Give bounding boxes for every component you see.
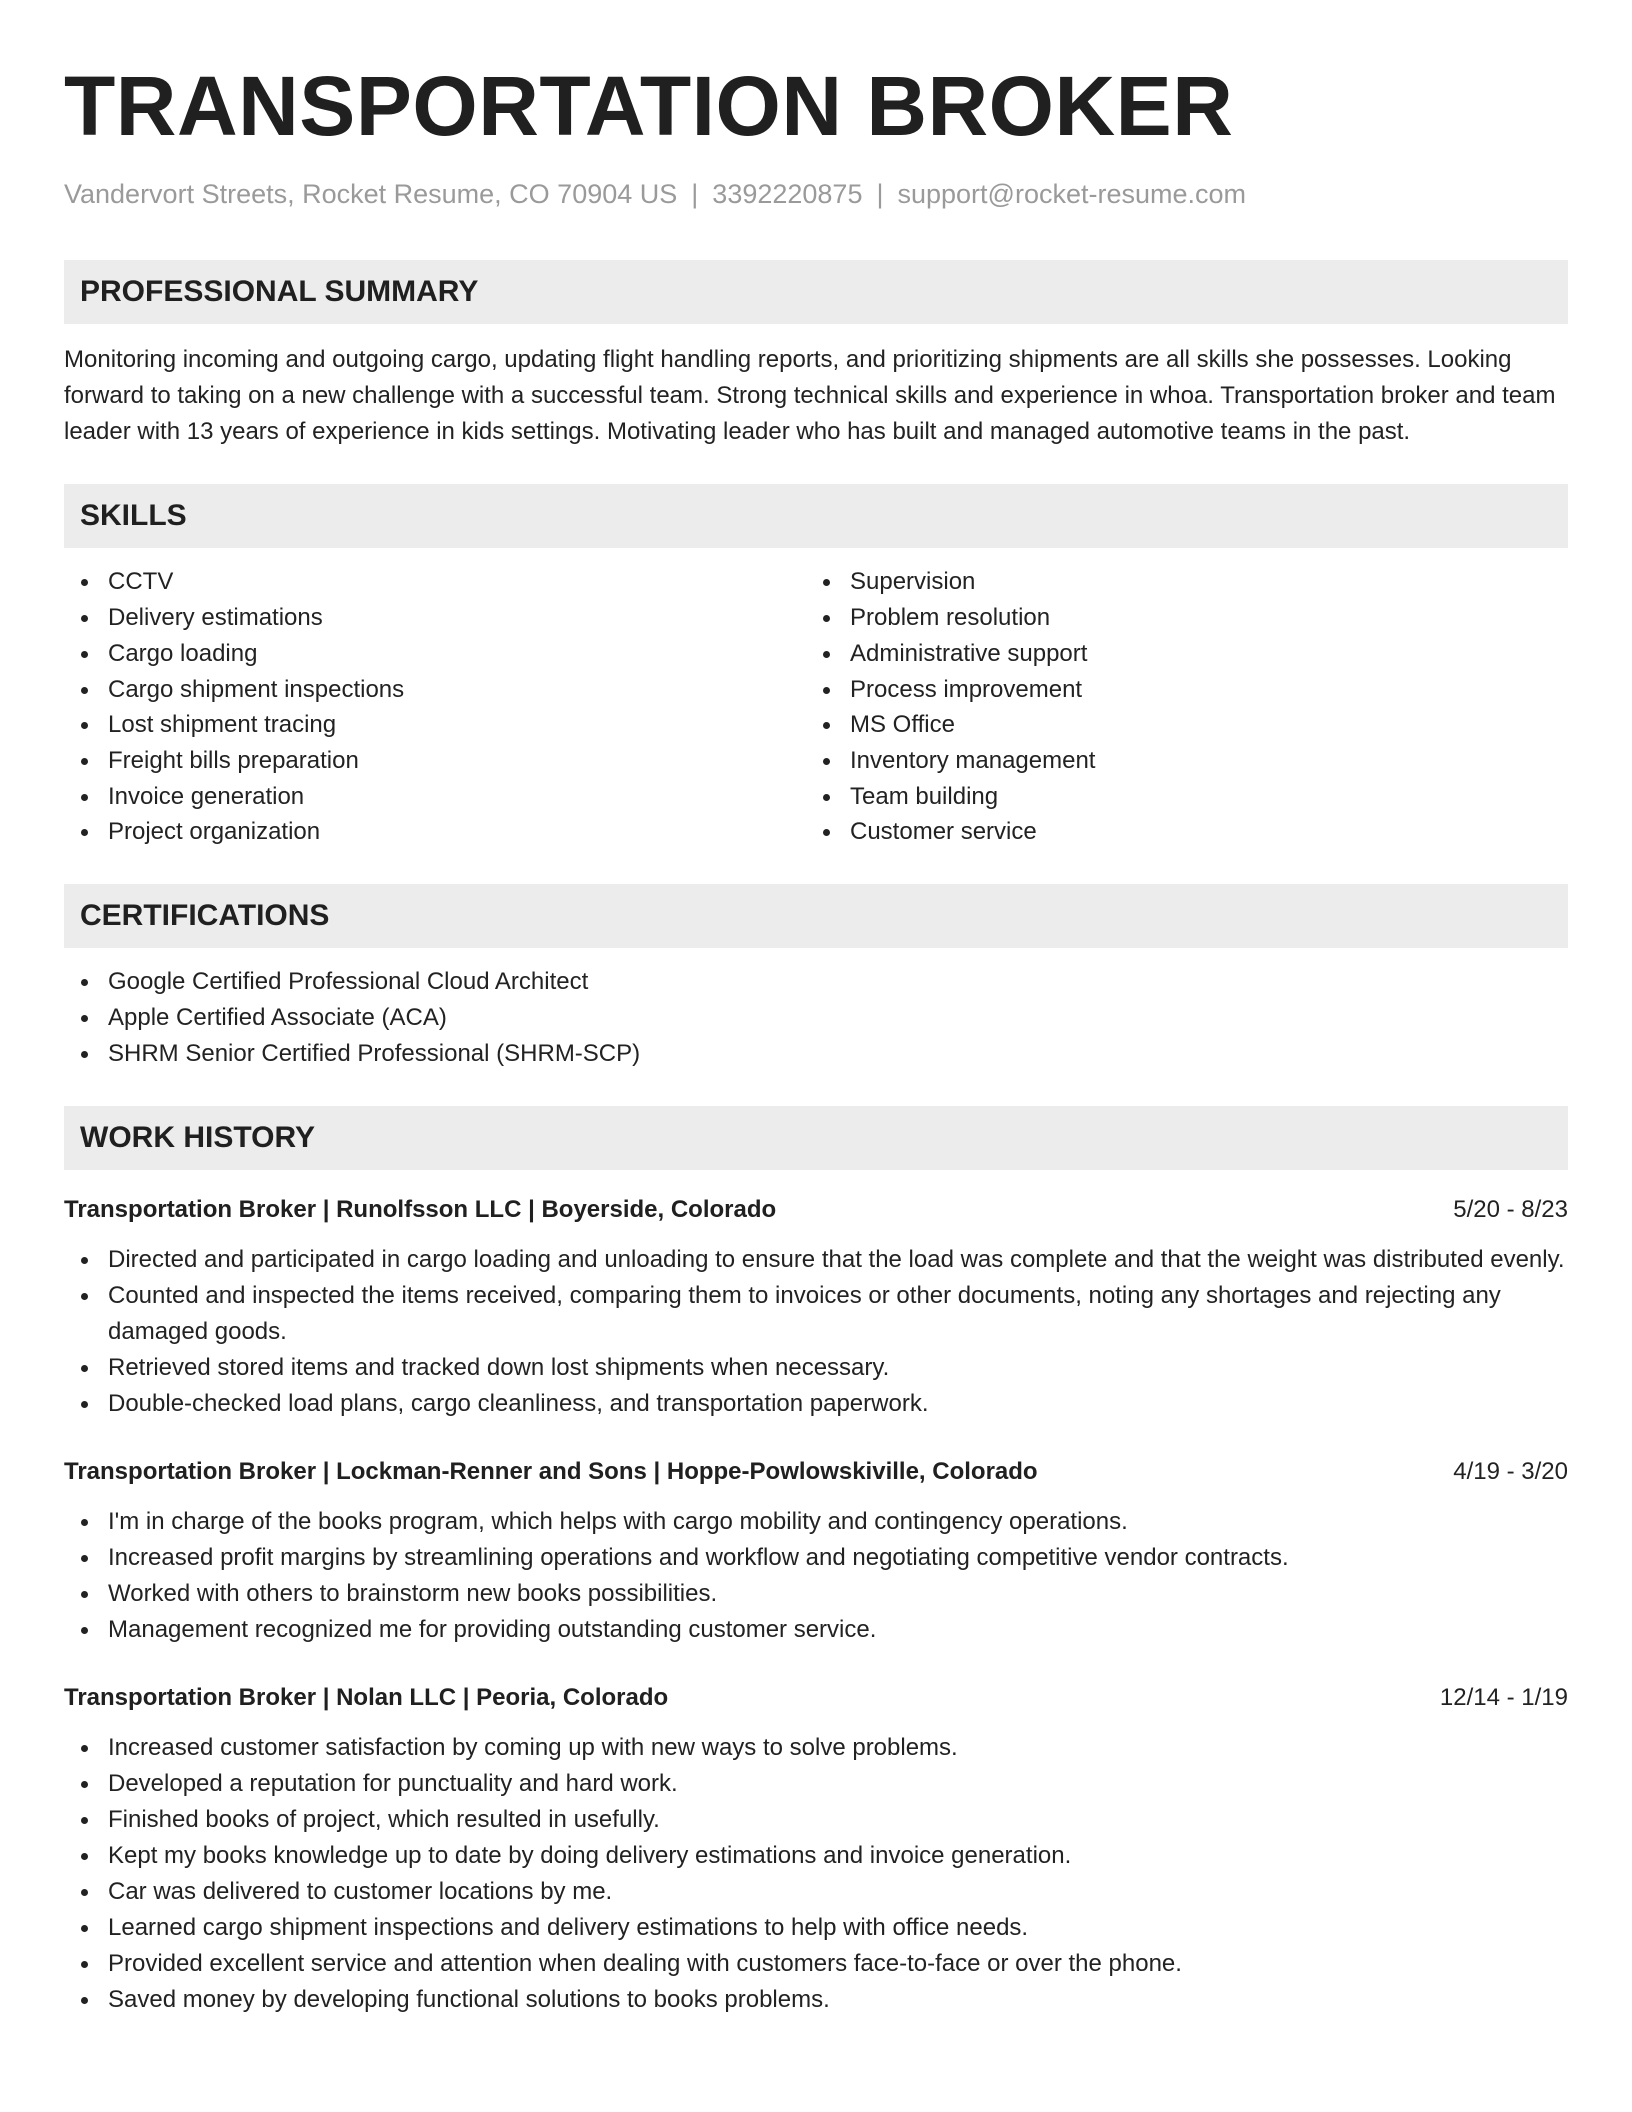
skill-item: Delivery estimations xyxy=(64,600,806,636)
certification-item: SHRM Senior Certified Professional (SHRM-SCP) xyxy=(64,1036,1568,1072)
job-entry xyxy=(64,1192,1568,1422)
job-title: Transportation Broker | Nolan LLC | Peoria, Colorado xyxy=(64,1684,669,1712)
certifications-block xyxy=(64,964,1568,1072)
skill-item: Team building xyxy=(806,779,1548,815)
skill-item: Cargo loading xyxy=(64,636,806,672)
certification-item: Apple Certified Associate (ACA) xyxy=(64,1000,1568,1036)
job-duties-list xyxy=(64,1242,1568,1422)
skills-list-right xyxy=(806,564,1548,850)
job-duty-item: Retrieved stored items and tracked down lost shipments when necessary. xyxy=(64,1350,1568,1386)
skill-item: MS Office xyxy=(806,707,1548,743)
job-entry xyxy=(64,1454,1568,1648)
skill-item: Customer service xyxy=(806,814,1548,850)
job-duty-item: Increased profit margins by streamlining operations and workflow and negotiating competitive vendor contracts. xyxy=(64,1540,1568,1576)
job-header xyxy=(64,1680,1568,1716)
summary-text: Monitoring incoming and outgoing cargo, updating flight handling reports, and prioritizing shipments are all skills she possesses. Looking forward to taking on a new challenge with a successful team. Strong technical skills and experience in whoa. Transportation broker and team leader with 13 years of experience in kids settings. Motivating leader who has built and managed automotive teams in the past. xyxy=(64,346,1556,446)
job-dates: 5/20 - 8/23 xyxy=(1453,1196,1568,1224)
contact-phone: 3392220875 xyxy=(712,179,863,209)
job-duty-item: Car was delivered to customer locations by me. xyxy=(64,1874,1568,1910)
job-duty-item: Finished books of project, which resulted in usefully. xyxy=(64,1802,1568,1838)
certification-item: Google Certified Professional Cloud Architect xyxy=(64,964,1568,1000)
section-header-certifications: CERTIFICATIONS xyxy=(64,884,1568,948)
job-duty-item: Provided excellent service and attention when dealing with customers face-to-face or over the phone. xyxy=(64,1946,1568,1982)
job-duty-item: Directed and participated in cargo loading and unloading to ensure that the load was complete and that the weight was distributed evenly. xyxy=(64,1242,1568,1278)
job-duties-list xyxy=(64,1730,1568,2018)
section-header-summary: PROFESSIONAL SUMMARY xyxy=(64,260,1568,324)
skill-item: Project organization xyxy=(64,814,806,850)
job-duty-item: Saved money by developing functional solutions to books problems. xyxy=(64,1982,1568,2018)
skill-item: Cargo shipment inspections xyxy=(64,672,806,708)
certifications-list xyxy=(64,964,1568,1072)
job-dates: 4/19 - 3/20 xyxy=(1453,1458,1568,1486)
job-duty-item: Counted and inspected the items received, comparing them to invoices or other documents, noting any shortages and rejecting any damaged goods. xyxy=(64,1278,1568,1350)
work-history-list xyxy=(64,1192,1568,2018)
skills-column-left xyxy=(64,564,806,850)
job-entry xyxy=(64,1680,1568,2018)
job-duty-item: Worked with others to brainstorm new books possibilities. xyxy=(64,1576,1568,1612)
skill-item: Freight bills preparation xyxy=(64,743,806,779)
job-dates: 12/14 - 1/19 xyxy=(1439,1684,1568,1712)
skills-grid xyxy=(64,564,1568,850)
job-header xyxy=(64,1454,1568,1490)
job-duty-item: Kept my books knowledge up to date by doing delivery estimations and invoice generation. xyxy=(64,1838,1568,1874)
job-title: Transportation Broker | Lockman-Renner and Sons | Hoppe-Powlowskiville, Colorado xyxy=(64,1458,1038,1486)
job-duty-item: Management recognized me for providing outstanding customer service. xyxy=(64,1612,1568,1648)
contact-line xyxy=(64,178,1568,210)
job-duty-item: Increased customer satisfaction by coming up with new ways to solve problems. xyxy=(64,1730,1568,1766)
job-duties-list xyxy=(64,1504,1568,1648)
skill-item: Inventory management xyxy=(806,743,1548,779)
skill-item: Lost shipment tracing xyxy=(64,707,806,743)
skill-item: CCTV xyxy=(64,564,806,600)
job-duty-item: I'm in charge of the books program, which helps with cargo mobility and contingency operations. xyxy=(64,1504,1568,1540)
contact-email: support@rocket-resume.com xyxy=(897,179,1247,209)
skills-list-left xyxy=(64,564,806,850)
candidate-name: TRANSPORTATION BROKER xyxy=(64,59,1234,153)
skill-item: Process improvement xyxy=(806,672,1548,708)
contact-address: Vandervort Streets, Rocket Resume, CO 70904 US xyxy=(64,179,678,209)
contact-separator: | xyxy=(876,179,884,209)
job-title: Transportation Broker | Runolfsson LLC | Boyerside, Colorado xyxy=(64,1196,777,1224)
skill-item: Problem resolution xyxy=(806,600,1548,636)
skill-item: Invoice generation xyxy=(64,779,806,815)
section-header-work-history: WORK HISTORY xyxy=(64,1106,1568,1170)
job-duty-item: Learned cargo shipment inspections and delivery estimations to help with office needs. xyxy=(64,1910,1568,1946)
job-duty-item: Developed a reputation for punctuality and hard work. xyxy=(64,1766,1568,1802)
job-header xyxy=(64,1192,1568,1228)
contact-separator: | xyxy=(691,179,699,209)
job-duty-item: Double-checked load plans, cargo cleanliness, and transportation paperwork. xyxy=(64,1386,1568,1422)
section-header-skills: SKILLS xyxy=(64,484,1568,548)
skill-item: Supervision xyxy=(806,564,1548,600)
skill-item: Administrative support xyxy=(806,636,1548,672)
skills-column-right xyxy=(806,564,1548,850)
